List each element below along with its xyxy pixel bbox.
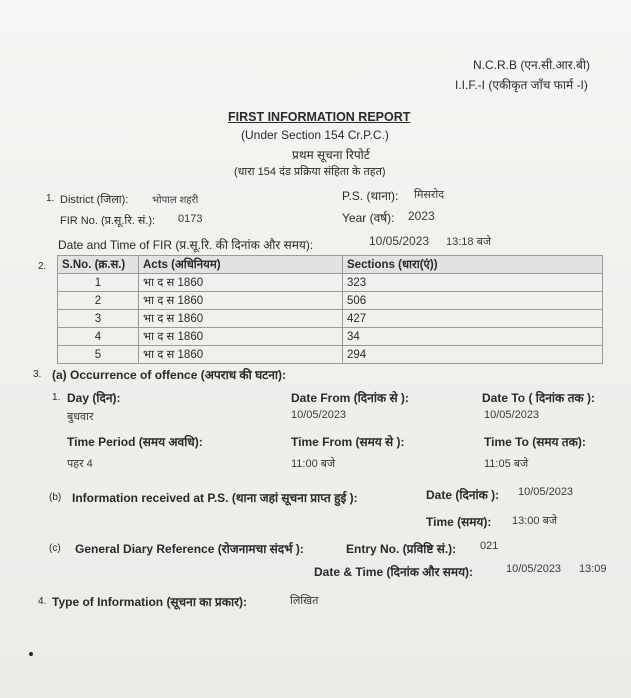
date-from-label: Date From (दिनांक से ): [291,391,409,405]
act-cell: भा द स 1860 [139,274,343,292]
occurrence-label: (a) Occurrence of offence (अपराध की घटना): [52,368,286,382]
diary-marker: (c) [49,543,61,554]
sno-cell: 2 [58,292,139,310]
diary-datetime-label: Date & Time (दिनांक और समय): [314,565,474,579]
time-from-value: 11:00 बजे [291,458,336,470]
diary-reference-label: General Diary Reference (रोजनामचा संदर्भ ): [75,542,304,556]
info-date-value: 10/05/2023 [518,486,574,498]
info-time-label: Time (समय): [426,515,492,529]
report-title: FIRST INFORMATION REPORT [228,110,411,124]
ps-value: मिसरोद [414,189,445,201]
diary-date-value: 10/05/2023 [506,563,562,575]
date-from-value: 10/05/2023 [291,409,347,421]
time-from-label: Time From (समय से ): [291,435,405,449]
section4-number: 4. [38,596,47,607]
iif-header: I.I.F.-I (एकीकृत जाँच फार्म -I) [455,78,588,92]
entry-number-value: 021 [480,540,499,552]
info-received-marker: (b) [49,492,62,503]
report-title-hindi: प्रथम सूचना रिपोर्ट [292,148,370,162]
fir-number-value: 0173 [178,213,203,225]
sno-header: S.No. (क्र.स.) [58,256,139,274]
sections-header: Sections (धारा(एं)) [343,256,603,274]
acts-sections-table [57,255,603,364]
date-to-label: Date To ( दिनांक तक ): [482,391,595,405]
section-cell: 427 [343,310,603,328]
time-period-value: पहर 4 [67,458,93,470]
act-cell: भा द स 1860 [139,346,343,364]
section2-number: 2. [38,261,47,272]
fir-datetime-label: Date and Time of FIR (प्र.सू.रि. की दिनांक और समय): [58,238,314,252]
time-to-value: 11:05 बजे [484,458,529,470]
info-type-label: Type of Information (सूचना का प्रकार): [52,595,247,609]
report-under-section: (Under Section 154 Cr.P.C.) [241,128,389,142]
section-cell: 506 [343,292,603,310]
ps-label: P.S. (थाना): [342,189,399,203]
act-cell: भा द स 1860 [139,328,343,346]
sno-cell: 4 [58,328,139,346]
day-label: Day (दिन): [67,391,121,405]
act-cell: भा द स 1860 [139,292,343,310]
fir-number-label: FIR No. (प्र.सू.रि. सं.): [60,215,156,227]
table-row [58,274,603,292]
section-cell: 294 [343,346,603,364]
table-row [58,328,603,346]
section-cell: 323 [343,274,603,292]
district-label: District (जिला): [60,194,129,206]
ncrb-header: N.C.R.B (एन.सी.आर.बी) [473,58,590,72]
fir-time-value: 13:18 बजे [446,236,492,248]
table-row [58,346,603,364]
district-value: भोपाल शहरी [152,195,199,206]
date-to-value: 10/05/2023 [484,409,540,421]
table-row [58,310,603,328]
acts-header: Acts (अधिनियम) [139,256,343,274]
entry-number-label: Entry No. (प्रविष्टि सं.): [346,542,457,556]
sno-cell: 5 [58,346,139,364]
section3-number: 3. [33,369,42,380]
sno-cell: 1 [58,274,139,292]
act-cell: भा द स 1860 [139,310,343,328]
year-value: 2023 [408,209,435,223]
table-header-row [58,256,603,274]
info-type-value: लिखित [290,595,319,607]
table-row [58,292,603,310]
info-date-label: Date (दिनांक ): [426,488,500,502]
diary-time-value: 13:09 [579,563,607,575]
report-section-hindi: (धारा 154 दंड प्रक्रिया संहिता के तहत) [234,166,386,178]
occurrence-sub-number: 1. [52,392,61,403]
day-value: बुधवार [67,411,94,423]
section-cell: 34 [343,328,603,346]
fir-date-value: 10/05/2023 [369,234,430,248]
info-time-value: 13:00 बजे [512,515,558,527]
info-received-label: Information received at P.S. (थाना जहां सूचना प्राप्त हुई ): [72,491,358,505]
ink-dot [29,652,33,656]
year-label: Year (वर्ष): [342,211,395,225]
section1-number: 1. [46,193,55,204]
time-period-label: Time Period (समय अवधि): [67,435,203,449]
time-to-label: Time To (समय तक): [484,435,586,449]
sno-cell: 3 [58,310,139,328]
